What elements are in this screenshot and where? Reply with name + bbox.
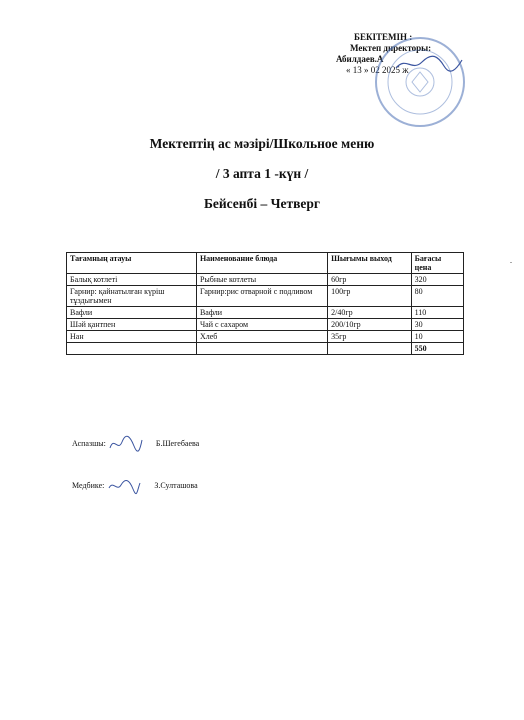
approval-position: Мектеп директоры: — [350, 43, 432, 53]
cell-ru-name: Чай с сахаром — [196, 319, 327, 331]
approval-title: БЕКІТЕМІН : — [354, 32, 413, 42]
cell-kk-name: Вафли — [67, 307, 197, 319]
cell-empty — [196, 343, 327, 355]
cook-name: Б.Шегебаева — [155, 438, 200, 448]
cook-signature-line — [72, 434, 199, 454]
cell-price: 30 — [411, 319, 463, 331]
cell-kk-name: Нан — [67, 331, 197, 343]
approval-block — [336, 32, 476, 76]
cell-portion: 60гр — [328, 274, 411, 286]
cell-kk-name: Гарнир: қайнатылған күріш тұздығымен — [67, 286, 197, 307]
cell-price: 80 — [411, 286, 463, 307]
column-header-portion: Шығымы выход — [328, 253, 411, 274]
cell-price: 10 — [411, 331, 463, 343]
table-header-row — [67, 253, 464, 274]
nurse-signature-icon — [106, 476, 142, 496]
cell-total: 550 — [411, 343, 463, 355]
table-total-row — [67, 343, 464, 355]
table-row — [67, 307, 464, 319]
cell-ru-name: Гарнир:рис отварной с подливом — [196, 286, 327, 307]
cell-empty — [328, 343, 411, 355]
table-row — [67, 319, 464, 331]
column-header-price: Бағасы цена — [411, 253, 463, 274]
cell-price: 320 — [411, 274, 463, 286]
page-title: Мектептің ас мәзірі/Школьное меню — [149, 136, 375, 151]
approval-name: Абилдаев.А — [336, 54, 384, 64]
table-row — [67, 331, 464, 343]
approval-date: « 13 » 02 2025 ж — [346, 65, 409, 75]
cook-role: Аспазшы: — [72, 438, 106, 448]
cell-empty — [67, 343, 197, 355]
table-row — [67, 286, 464, 307]
cell-ru-name: Вафли — [196, 307, 327, 319]
cell-portion: 2/40гр — [328, 307, 411, 319]
column-header-kk-name: Тағамның атауы — [67, 253, 197, 274]
page-title-block — [0, 134, 524, 224]
cell-portion: 100гр — [328, 286, 411, 307]
cell-kk-name: Балық котлеті — [67, 274, 197, 286]
nurse-signature-line — [72, 476, 198, 496]
cell-ru-name: Рыбные котлеты — [196, 274, 327, 286]
cell-price: 110 — [411, 307, 463, 319]
cell-portion: 35гр — [328, 331, 411, 343]
day-label: Бейсенбі – Четверг — [203, 196, 321, 211]
nurse-name: З.Султашова — [154, 480, 198, 490]
cell-kk-name: Шәй қантпен — [67, 319, 197, 331]
cell-ru-name: Хлеб — [196, 331, 327, 343]
nurse-role: Медбике: — [72, 480, 105, 490]
margin-dot: . — [510, 256, 512, 265]
table-row — [67, 274, 464, 286]
cook-signature-icon — [108, 434, 144, 454]
cell-portion: 200/10гр — [328, 319, 411, 331]
week-label: / 3 апта 1 -күн / — [215, 166, 309, 181]
menu-table — [66, 252, 464, 355]
column-header-ru-name: Наименование блюда — [196, 253, 327, 274]
